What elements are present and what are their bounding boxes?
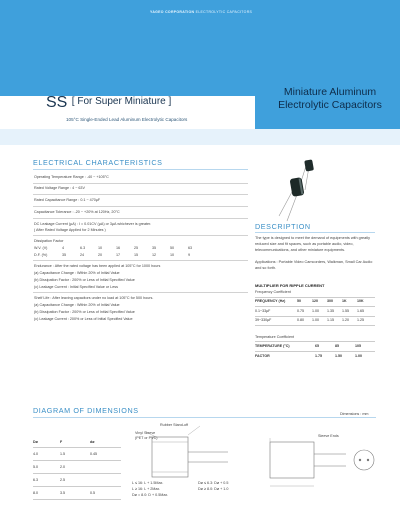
- table-rule: [255, 306, 375, 307]
- df-value: 20: [98, 253, 103, 257]
- temp-header-cell: 65: [315, 344, 319, 348]
- wv-value: 6.3: [80, 246, 86, 250]
- lead-dot: [367, 459, 369, 461]
- ripple-cell: 1.20: [342, 318, 349, 322]
- ripple-cell: 0.75: [297, 309, 304, 313]
- table-rule: [33, 473, 121, 474]
- dimensions-heading: DIAGRAM OF DIMENSIONS: [33, 406, 139, 415]
- capacitor-large: [279, 177, 304, 221]
- rubber-label: Rubber Stand-off: [160, 423, 189, 427]
- page-title-line-2: Electrolytic Capacitors: [278, 99, 382, 111]
- ripple-cell: 1.00: [312, 309, 319, 313]
- capacitor-photo: [265, 158, 360, 228]
- wv-value: 50: [170, 246, 175, 250]
- divider: [33, 292, 248, 293]
- ripple-header-cell: FREQUENCY (Hz): [255, 299, 286, 303]
- ripple-cell: 1.25: [357, 318, 364, 322]
- df-value: 10: [170, 253, 175, 257]
- wv-value: 10: [98, 246, 103, 250]
- note-right: Dø ≥ 8.0: Dø + 1.0: [198, 487, 229, 491]
- dimension-cell: 6.3: [33, 478, 38, 482]
- spec-line: Rated Capacitance Range : 0.1 ~ 470µF: [34, 198, 101, 202]
- spec-line: Rated Voltage Range : 4 ~ 63V: [34, 186, 85, 190]
- shelf-line: Shelf Life : After leaving capacitors under no load at 105°C for 500 hours.: [34, 296, 154, 300]
- wv-value: 35: [152, 246, 157, 250]
- table-rule: [33, 499, 121, 500]
- dimension-header-cell: Dø: [33, 440, 38, 444]
- page-subtitle: 105°C Single-Ended Lead Aluminum Electrolytic Capacitors: [66, 117, 188, 122]
- sleeve-ends-label: Sleeve Ends: [318, 434, 339, 438]
- dimension-cell: 8.0: [33, 491, 38, 495]
- spec-line: ( After Rated Voltage Applied for 2 Minutes ): [34, 228, 106, 232]
- electrical-heading: ELECTRICAL CHARACTERISTICS: [33, 158, 163, 167]
- leader-line: [188, 426, 200, 435]
- table-rule: [33, 460, 121, 461]
- description-rule: [255, 232, 375, 233]
- note-left: L ≥ 16: L + 2Max.: [132, 487, 161, 491]
- table-rule: [33, 447, 121, 448]
- temp-header-cell: 105: [355, 344, 361, 348]
- series-title: [46, 94, 171, 112]
- note-left: L ≤ 16: L + 1.5Max.: [132, 481, 164, 485]
- ripple-cell: 0.80: [297, 318, 304, 322]
- shelf-line: (a) Capacitance Change : Within 20% of Initial Value: [34, 303, 120, 307]
- ripple-sub: Frequency Coefficient: [255, 290, 291, 294]
- wv-value: 25: [134, 246, 139, 250]
- wv-value: 4: [62, 246, 65, 250]
- table-rule: [255, 316, 375, 317]
- dimensions-unit: Dimensions : mm: [340, 412, 369, 416]
- dimension-cell: 0.45: [90, 452, 97, 456]
- dimension-cell: 5.0: [33, 465, 38, 469]
- applications-text: Applications : Portable Video Camcorders, Walkman, Small Car Audio and so forth.: [255, 260, 373, 270]
- spec-line: Capacitance Tolerance : -20 ~ +20% at 120Hz, 20°C: [34, 210, 120, 214]
- df-value: 9: [188, 253, 191, 257]
- table-rule: [255, 341, 375, 342]
- temp-sub: Temperature Coefficient: [255, 335, 295, 339]
- ripple-cell: 0.1~33µF: [255, 309, 271, 313]
- page-title: [260, 86, 400, 112]
- dimension-header-cell: dø: [90, 440, 95, 444]
- dimension-cell: 4.0: [33, 452, 38, 456]
- ripple-header-cell: 1K: [342, 299, 347, 303]
- description-heading: DESCRIPTION: [255, 222, 311, 231]
- df-value: 15: [134, 253, 139, 257]
- endurance-line: (c) Leakage Current : Initial Specified Value or Less: [34, 285, 118, 289]
- table-rule: [33, 486, 121, 487]
- wv-value: 63: [188, 246, 193, 250]
- divider: [33, 183, 248, 184]
- ripple-header-cell: 300: [327, 299, 333, 303]
- dimension-drawing-right: [262, 428, 378, 498]
- temp-cell: 1.75: [315, 354, 322, 358]
- ripple-heading: MULTIPLIER FOR RIPPLE CURRENT: [255, 283, 325, 288]
- capacitor-end-view: [354, 450, 374, 470]
- divider: [33, 206, 248, 207]
- dimension-header-cell: F: [60, 440, 63, 444]
- ripple-header-cell: 50: [297, 299, 301, 303]
- endurance-line: (b) Dissipation Factor : 200% or Less of Initial Specified Value: [34, 278, 135, 282]
- ripple-cell: 1.35: [327, 309, 334, 313]
- endurance-line: Endurance : After the rated voltage has been applied at 105°C for 1000 hours: [34, 264, 161, 268]
- ripple-cell: 1.15: [327, 318, 334, 322]
- description-text: The type is designed to meet the demand of equipments with greatly reduced size and fit spaces, such as portable audio, video, telecommunications, and other miniature equipments.: [255, 236, 371, 252]
- company-bold: YAGEO CORPORATION: [150, 10, 195, 14]
- divider: [33, 260, 248, 261]
- spec-line: DC Leakage Current (µA) : I = 0.01CV (µA) or 3µA whichever is greater.: [34, 222, 152, 226]
- wv-value: 16: [116, 246, 121, 250]
- temp-header-cell: TEMPERATURE (°C): [255, 344, 290, 348]
- company-name: [150, 10, 252, 14]
- df-value: 24: [80, 253, 85, 257]
- sleeve-label: (PET or PVC): [135, 436, 158, 440]
- wv-label: W.V. (V): [34, 246, 48, 250]
- ripple-cell: 1.55: [342, 309, 349, 313]
- table-rule: [255, 325, 375, 326]
- ripple-cell: 1.00: [312, 318, 319, 322]
- df-label: D.F. (%): [34, 253, 48, 257]
- light-band: [0, 129, 400, 145]
- df-value: 17: [116, 253, 121, 257]
- dimension-cell: 3.5: [60, 491, 65, 495]
- endurance-line: (a) Capacitance Change : Within 20% of Initial Value: [34, 271, 120, 275]
- note-left: Dø = 8.0: D + 0.5Max.: [132, 493, 169, 497]
- divider: [33, 218, 248, 219]
- ripple-header-cell: 10K: [357, 299, 364, 303]
- spec-line: Operating Temperature Range : -40 ~ +105°C: [34, 175, 109, 179]
- dimension-cell: 0.5: [90, 491, 95, 495]
- table-rule: [255, 297, 375, 298]
- temp-cell: 1.50: [335, 354, 342, 358]
- temp-cell: 1.00: [355, 354, 362, 358]
- series-code: SS: [46, 94, 68, 111]
- dimension-cell: 2.0: [60, 465, 65, 469]
- df-value: 12: [152, 253, 157, 257]
- dissipation-label: Dissipation Factor: [34, 239, 64, 243]
- dimension-cell: 2.5: [60, 478, 65, 482]
- vinyl-label: Vinyl Sleeve: [135, 431, 156, 435]
- dimensions-rule: [33, 417, 376, 418]
- electrical-rule: [33, 169, 248, 170]
- ripple-header-cell: 120: [312, 299, 318, 303]
- divider: [33, 235, 248, 236]
- temp-cell: FACTOR: [255, 354, 270, 358]
- divider: [33, 194, 248, 195]
- capacitor-side-outline: [270, 442, 314, 478]
- company-rest: ELECTROLYTIC CAPACITORS: [194, 10, 253, 14]
- lead-dot: [359, 459, 361, 461]
- table-rule: [255, 351, 375, 352]
- note-right: Dø ≤ 6.3: Dø + 0.5: [198, 481, 229, 485]
- page-title-line-1: Miniature Aluminum: [283, 86, 377, 98]
- temp-header-cell: 85: [335, 344, 339, 348]
- dimension-cell: 1.5: [60, 452, 65, 456]
- series-caption: [ For Super Miniature ]: [71, 96, 172, 107]
- ripple-cell: 39~330µF: [255, 318, 272, 322]
- capacitor-body-outline: [152, 437, 188, 477]
- shelf-line: (b) Dissipation Factor : 200% or Less of Initial Specified Value: [34, 310, 135, 314]
- df-value: 35: [62, 253, 67, 257]
- shelf-line: (c) Leakage Current : 200% or Less of Initial Specified Value: [34, 317, 133, 321]
- ripple-cell: 1.65: [357, 309, 364, 313]
